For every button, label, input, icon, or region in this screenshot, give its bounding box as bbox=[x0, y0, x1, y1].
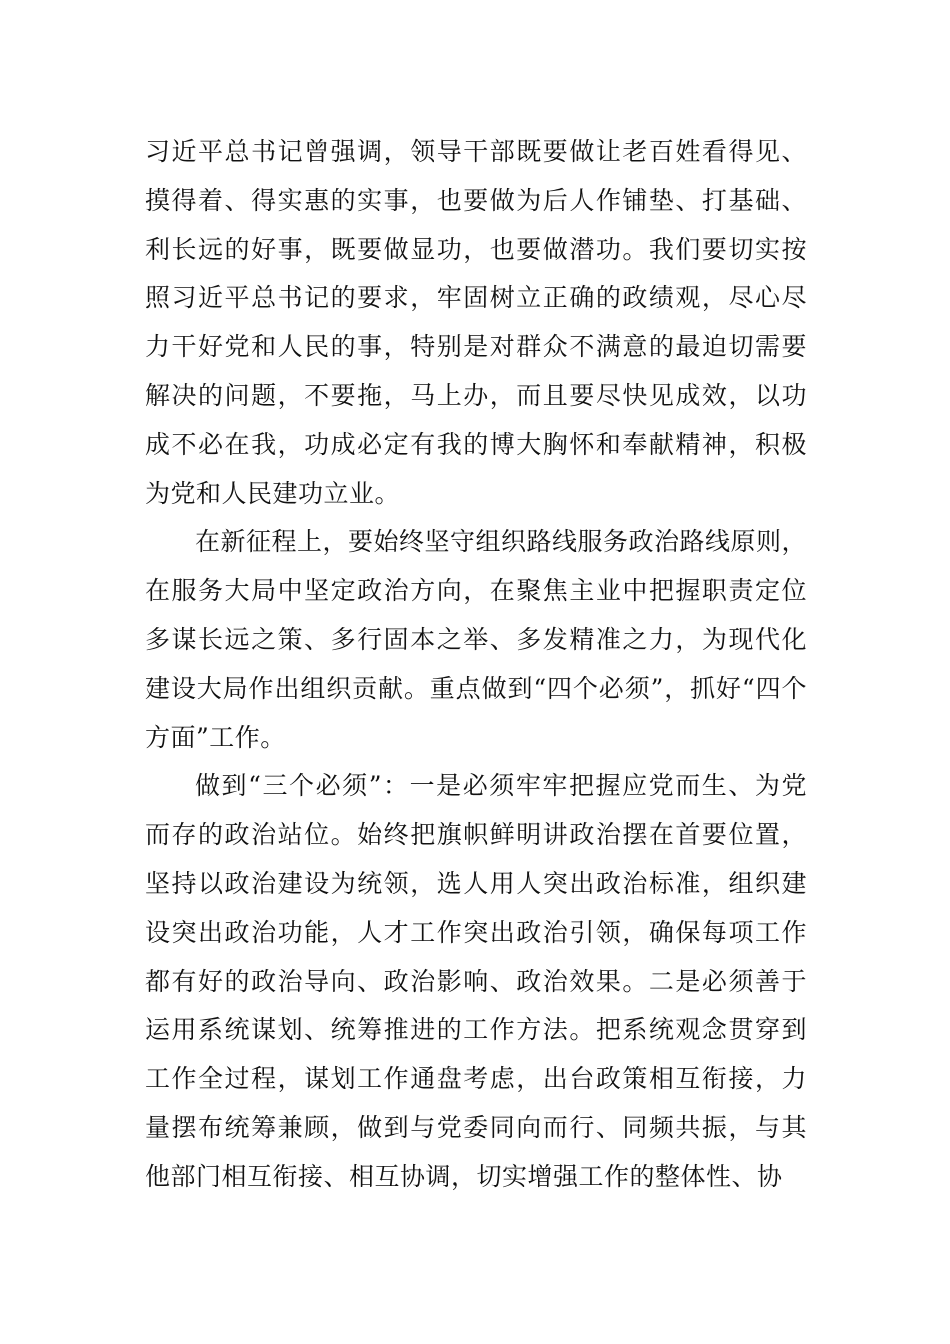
paragraph-2: 在新征程上，要始终坚守组织路线服务政治路线原则，在服务大局中坚定政治方向，在聚焦主业中把握职责定位多谋长远之策、多行固本之举、多发精准之力，为现代化建设大局作出组织贡献。重点做到“四个必须”，抓好“四个方面”工作。 bbox=[145, 527, 808, 752]
document-body bbox=[145, 128, 807, 1202]
paragraph-3: 做到“三个必须”：一是必须牢牢把握应党而生、为党而存的政治站位。始终把旗帜鲜明讲政治摆在首要位置，坚持以政治建设为统领，选人用人突出政治标准，组织建设突出政治功能，人才工作突出政治引领，确保每项工作都有好的政治导向、政治影响、政治效果。二是必须善于运用系统谋划、统筹推进的工作方法。把系统观念贯穿到工作全过程，谋划工作通盘考虑，出台政策相互衔接，力量摆布统筹兼顾，做到与党委同向而行、同频共振，与其他部门相互衔接、相互协调，切实增强工作的整体性、协 bbox=[145, 771, 807, 1191]
paragraph-1: 习近平总书记曾强调，领导干部既要做让老百姓看得见、摸得着、得实惠的实事，也要做为后人作铺垫、打基础、利长远的好事，既要做显功，也要做潜功。我们要切实按照习近平总书记的要求，牢固树立正确的政绩观，尽心尽力干好党和人民的事，特别是对群众不满意的最迫切需要解决的问题，不要拖，马上办，而且要尽快见成效，以功成不必在我，功成必定有我的博大胸怀和奉献精神，积极为党和人民建功立业。 bbox=[145, 137, 807, 508]
